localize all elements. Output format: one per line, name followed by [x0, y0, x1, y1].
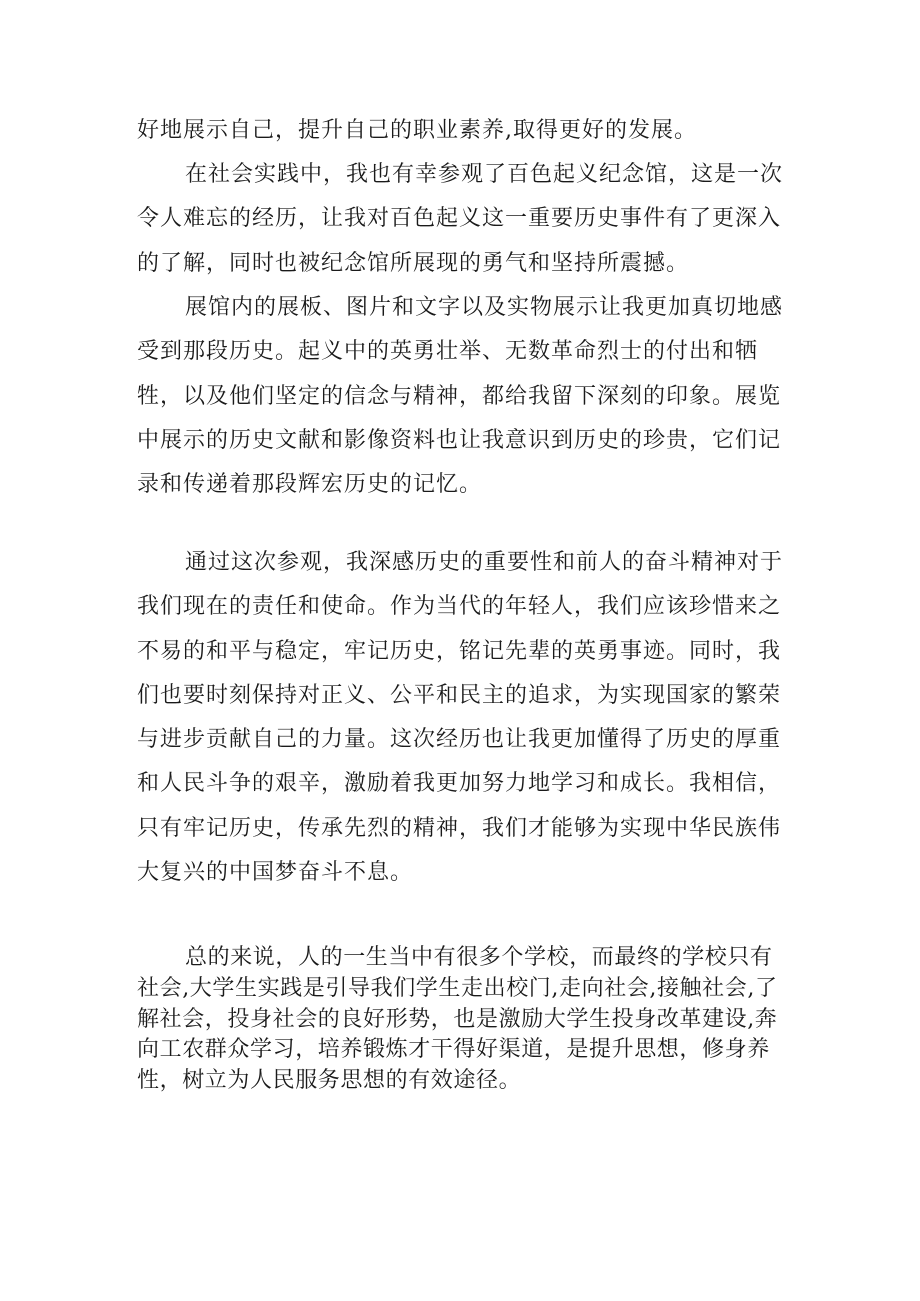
paragraph-exhibition: 展馆内的展板、图片和文字以及实物展示让我更加真切地感受到那段历史。起义中的英勇壮举、无数革命烈士的付出和牺牲，以及他们坚定的信念与精神，都给我留下深刻的印象。展览中展示的历史文献和影像资料也让我意识到历史的珍贵，它们记录和传递着那段辉宏历史的记忆。 [137, 295, 784, 498]
paragraph-conclusion: 总的来说，人的一生当中有很多个学校，而最终的学校只有社会,大学生实践是引导我们学生走出校门,走向社会,接触社会,了解社会，投身社会的良好形势，也是激励大学生投身改革建设,奔向工农群众学习，培养锻炼才干得好渠道，是提升思想，修身养性，树立为人民服务思想的有效途径。 [137, 945, 778, 1094]
paragraph-continuation: 好地展示自己，提升自己的职业素养,取得更好的发展。 [137, 118, 697, 143]
paragraph-memorial-visit: 在社会实践中，我也有幸参观了百色起义纪念馆，这是一次令人难忘的经历，让我对百色起义这一重要历史事件有了更深入的了解，同时也被纪念馆所展现的勇气和坚持所震撼。 [137, 162, 784, 276]
paragraph-reflection: 通过这次参观，我深感历史的重要性和前人的奋斗精神对于我们现在的责任和使命。作为当代的年轻人，我们应该珍惜来之不易的和平与稳定，牢记历史，铭记先辈的英勇事迹。同时，我们也要时刻保持对正义、公平和民主的追求，为实现国家的繁荣与进步贡献自己的力量。这次经历也让我更加懂得了历史的厚重和人民斗争的艰辛，激励着我更加努力地学习和成长。我相信，只有牢记历史，传承先烈的精神，我们才能够为实现中华民族伟大复兴的中国梦奋斗不息。 [137, 550, 784, 886]
